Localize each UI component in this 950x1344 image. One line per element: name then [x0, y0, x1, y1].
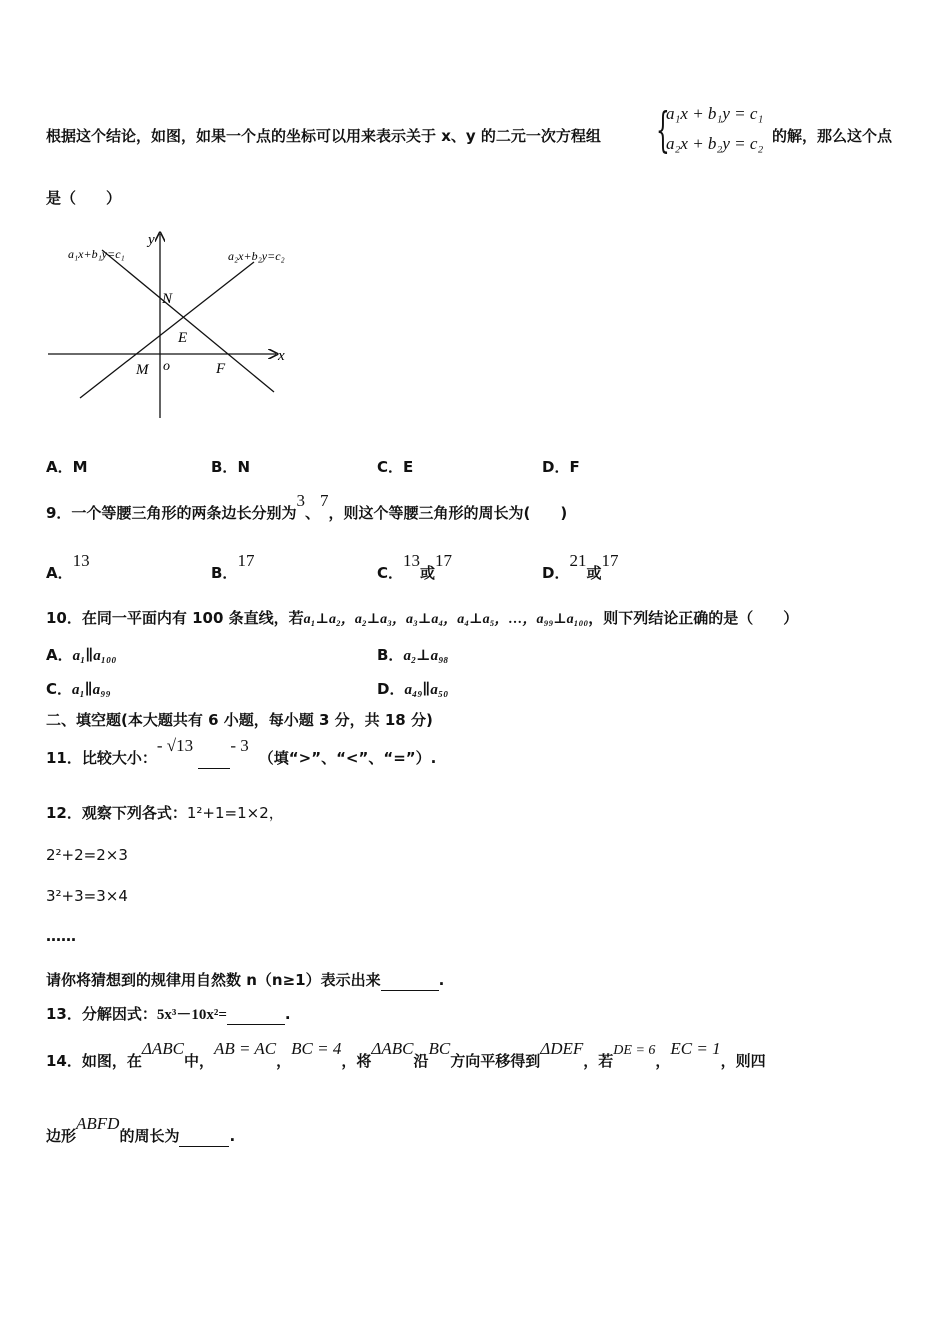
q13-answer-blank[interactable]	[227, 1004, 285, 1025]
q10-option-a[interactable]: A．a₁∥a₁₀₀	[46, 646, 117, 664]
line-1-label: a₁x+b₁y=c₁	[68, 247, 125, 261]
perpendicular-chain: a₁⊥a₂，a₂⊥a₃，a₃⊥a₄，a₄⊥a₅，…，a₉₉⊥a₁₀₀	[303, 612, 589, 627]
q8-figure	[44, 226, 304, 422]
equation-2: a₂x + b₂y = c₂	[666, 134, 764, 153]
equation-1: a₁x + b₁y = c₁	[666, 104, 764, 123]
x-axis-label: x	[278, 348, 285, 364]
q10-option-b[interactable]: B．a₂⊥a₉₈	[377, 646, 449, 664]
point-m-label: M	[136, 362, 149, 378]
q13-expression: 5x³－10x²=	[156, 1007, 227, 1023]
q13-stem: 13．分解因式：5x³－10x²= .	[46, 1005, 291, 1023]
q11-stem: 11．比较大小：- √13 - 3（填“>”、“<”、“=”）.	[46, 736, 437, 767]
q9-option-a[interactable]: A．13	[46, 551, 90, 582]
q11-right-value: - 3	[230, 736, 249, 755]
q8-line2: 是（ ）	[46, 189, 122, 207]
q12-answer-blank[interactable]	[381, 970, 439, 991]
side-2: 7	[319, 491, 329, 510]
q9-stem: 9．一个等腰三角形的两条边长分别为3、7，则这个等腰三角形的周长为( )	[46, 491, 568, 522]
section-heading: 二、填空题(本大题共有 6 小题，每小题 3 分，共 18 分)	[46, 711, 433, 729]
q10-option-c[interactable]: C．a₁∥a₉₉	[46, 680, 111, 698]
q8-stem: 根据这个结论，如图，如果一个点的坐标可以用来表示关于 x、y 的二元一次方程组	[46, 127, 601, 145]
line-1	[102, 250, 274, 392]
q10-option-d[interactable]: D．a₄₉∥a₅₀	[377, 680, 449, 698]
q9-option-c[interactable]: C．13或17	[377, 551, 453, 582]
q14-line-2: 边形ABFD的周长为 .	[46, 1114, 236, 1145]
line-2-label: a₂x+b₂y=c₂	[228, 249, 285, 263]
q8-line1-tail: 的解，那么这个点	[772, 127, 893, 145]
q12-ellipsis: ……	[46, 927, 76, 945]
q14-answer-blank[interactable]	[179, 1126, 229, 1147]
q12-line-3: 3²+3=3×4	[46, 887, 128, 905]
brace-icon: {	[656, 102, 670, 158]
q8-option-b[interactable]: B．N	[211, 458, 250, 476]
q14-line-1: 14．如图，在ΔABC中，AB = AC，BC = 4，将ΔABC沿BC方向平移得到ΔDEF，若DE = 6，EC = 1，则四	[46, 1039, 766, 1070]
q11-left-value: - √13	[156, 736, 194, 755]
q8-option-a[interactable]: A．M	[46, 458, 88, 476]
origin-label: o	[163, 359, 170, 374]
equation-system	[656, 100, 776, 164]
y-axis-label: y	[148, 232, 155, 248]
point-n-label: N	[162, 291, 173, 307]
q11-answer-blank[interactable]	[198, 748, 230, 769]
q12-ask: 请你将猜想到的规律用自然数 n（n≥1）表示出来 .	[46, 971, 445, 989]
point-f-label: F	[216, 361, 226, 377]
q8-line1	[46, 126, 601, 146]
q12-stem: 12．观察下列各式：1²+1=1×2，	[46, 804, 284, 822]
q12-line-2: 2²+2=2×3	[46, 846, 128, 864]
q9-option-d[interactable]: D．21或17	[542, 551, 619, 582]
line-2	[80, 262, 254, 398]
side-1: 3	[296, 491, 305, 510]
q8-option-c[interactable]: C．E	[377, 458, 414, 476]
q10-stem: 10．在同一平面内有 100 条直线，若a₁⊥a₂，a₂⊥a₃，a₃⊥a₄，a₄⊥a₅，…，a₉₉⊥a₁₀₀，则下列结论正确的是（ ）	[46, 609, 799, 627]
q9-option-b[interactable]: B．17	[211, 551, 255, 582]
q8-option-d[interactable]: D．F	[542, 458, 580, 476]
point-e-label: E	[178, 330, 188, 346]
